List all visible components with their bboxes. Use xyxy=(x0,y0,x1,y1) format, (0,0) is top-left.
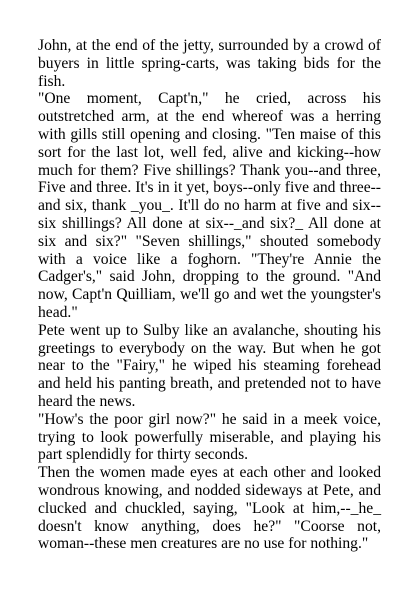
paragraph-pete-asks: "How's the poor girl now?" he said in a meek voice, trying to look powerfully miserable, and playing his part splendidly for thirty seconds. xyxy=(38,410,381,464)
document-page xyxy=(38,37,381,553)
paragraph-auction-dialogue: "One moment, Capt'n," he cried, across his outstretched arm, at the end whereof was a herring with gills still opening and closing. "Ten maise of this sort for the last lot, well fed, alive and kicking--how much for them? Five shillings? Thank you--and three, Five and three. It's in it yet, boys--only five and three--and six, thank _you_. It'll do no harm at five and six--six shillings? All done at six--_and six?_ All done at six and six?" "Seven shillings," shouted somebody with a voice like a foghorn. "They're Annie the Cadger's," said John, dropping to the ground. "And now, Capt'n Quilliam, we'll go and wet the youngster's head." xyxy=(38,90,381,321)
paragraph-john-taking-bids: John, at the end of the jetty, surrounded by a crowd of buyers in little spring-carts, was taking bids for the fish. xyxy=(38,37,381,90)
paragraph-pete-to-sulby: Pete went up to Sulby like an avalanche, shouting his greetings to everybody on the way. But when he got near to the "Fairy," he wiped his steaming forehead and held his panting breath, and pretended not to have heard the news. xyxy=(38,321,381,410)
paragraph-women-chuckle: Then the women made eyes at each other and looked wondrous knowing, and nodded sideways at Pete, and clucked and chuckled, saying, "Look at him,--_he_ doesn't know anything, does he?" "Coorse not, woman--these men creatures are no use for nothing." xyxy=(38,464,381,553)
